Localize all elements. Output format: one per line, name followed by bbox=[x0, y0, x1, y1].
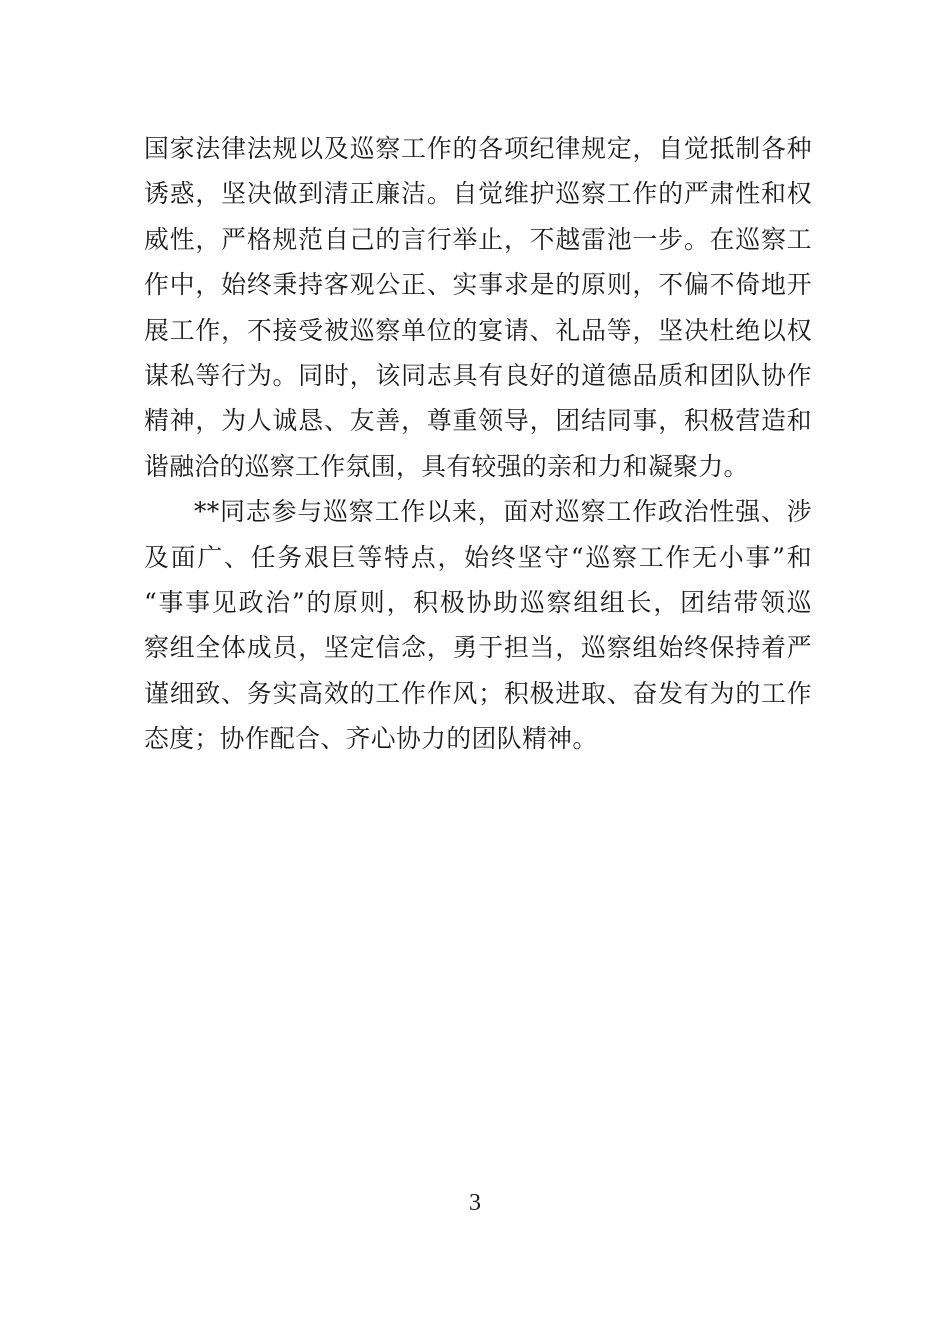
paragraph-line: 态度；协作配合、齐心协力的团队精神。 bbox=[144, 724, 598, 754]
paragraph-line: 国家法律法规以及巡察工作的各项纪律规定，自觉抵制各种 bbox=[144, 134, 812, 163]
paragraph-line: 谨细致、务实高效的工作作风；积极进取、奋发有为的工作 bbox=[144, 678, 812, 708]
page-number: 3 bbox=[469, 1190, 481, 1216]
paragraph-line: 察组全体成员，坚定信念，勇于担当，巡察组始终保持着严 bbox=[144, 633, 812, 663]
paragraph-2 bbox=[144, 489, 812, 761]
paragraph-line: 作中，始终秉持客观公正、实事求是的原则，不偏不倚地开 bbox=[144, 270, 812, 300]
paragraph-line: **同志参与巡察工作以来，面对巡察工作政治性强、涉 bbox=[194, 497, 812, 527]
paragraph-1 bbox=[144, 126, 812, 489]
paragraph-line: 及面广、任务艰巨等特点，始终坚守“巡察工作无小事”和 bbox=[144, 542, 812, 572]
body-text bbox=[144, 126, 812, 761]
paragraph-line: 威性，严格规范自己的言行举止，不越雷池一步。在巡察工 bbox=[144, 224, 812, 254]
paragraph-line: 谋私等行为。同时，该同志具有良好的道德品质和团队协作 bbox=[144, 360, 812, 390]
paragraph-line: 谐融洽的巡察工作氛围，具有较强的亲和力和凝聚力。 bbox=[144, 451, 749, 481]
paragraph-line: 精神，为人诚恳、友善，尊重领导，团结同事，积极营造和 bbox=[144, 406, 812, 436]
paragraph-line: “事事见政治”的原则，积极协助巡察组组长，团结带领巡 bbox=[144, 587, 812, 617]
paragraph-line: 展工作，不接受被巡察单位的宴请、礼品等，坚决杜绝以权 bbox=[144, 315, 812, 345]
paragraph-line: 诱惑，坚决做到清正廉洁。自觉维护巡察工作的严肃性和权 bbox=[144, 179, 812, 209]
